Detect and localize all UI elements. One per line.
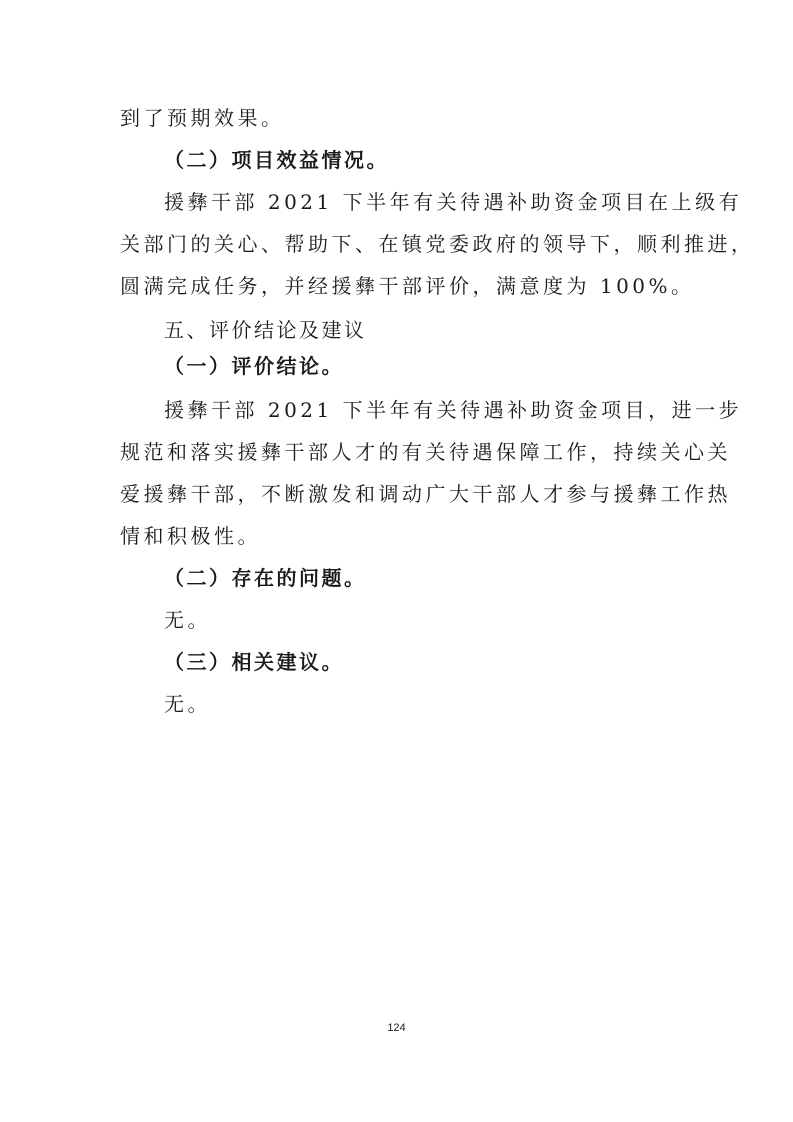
paragraph-conclusion-line-3: 爱援彝干部，不断激发和调动广大干部人才参与援彝工作热 <box>120 482 731 506</box>
subheading-project-benefits: （二）项目效益情况。 <box>164 148 389 172</box>
section-heading-evaluation: 五、评价结论及建议 <box>164 318 367 342</box>
paragraph-conclusion-line-1: 援彝干部 2021 下半年有关待遇补助资金项目，进一步 <box>164 398 743 422</box>
paragraph-suggestions: 无。 <box>164 692 211 716</box>
subheading-evaluation-conclusion: （一）评价结论。 <box>164 354 344 378</box>
page-number: 124 <box>387 1022 406 1034</box>
paragraph-continuation: 到了预期效果。 <box>120 106 285 130</box>
subheading-suggestions: （三）相关建议。 <box>164 650 344 674</box>
paragraph-benefits-line-3: 圆满完成任务，并经援彝干部评价，满意度为 100%。 <box>120 274 695 298</box>
paragraph-conclusion-line-2: 规范和落实援彝干部人才的有关待遇保障工作，持续关心关 <box>120 440 731 464</box>
paragraph-benefits-line-1: 援彝干部 2021 下半年有关待遇补助资金项目在上级有 <box>164 190 743 214</box>
paragraph-benefits-line-2: 关部门的关心、帮助下、在镇党委政府的领导下，顺利推进， <box>120 232 755 256</box>
paragraph-conclusion-line-4: 情和积极性。 <box>120 524 261 548</box>
paragraph-problems: 无。 <box>164 608 211 632</box>
subheading-existing-problems: （二）存在的问题。 <box>164 566 367 590</box>
